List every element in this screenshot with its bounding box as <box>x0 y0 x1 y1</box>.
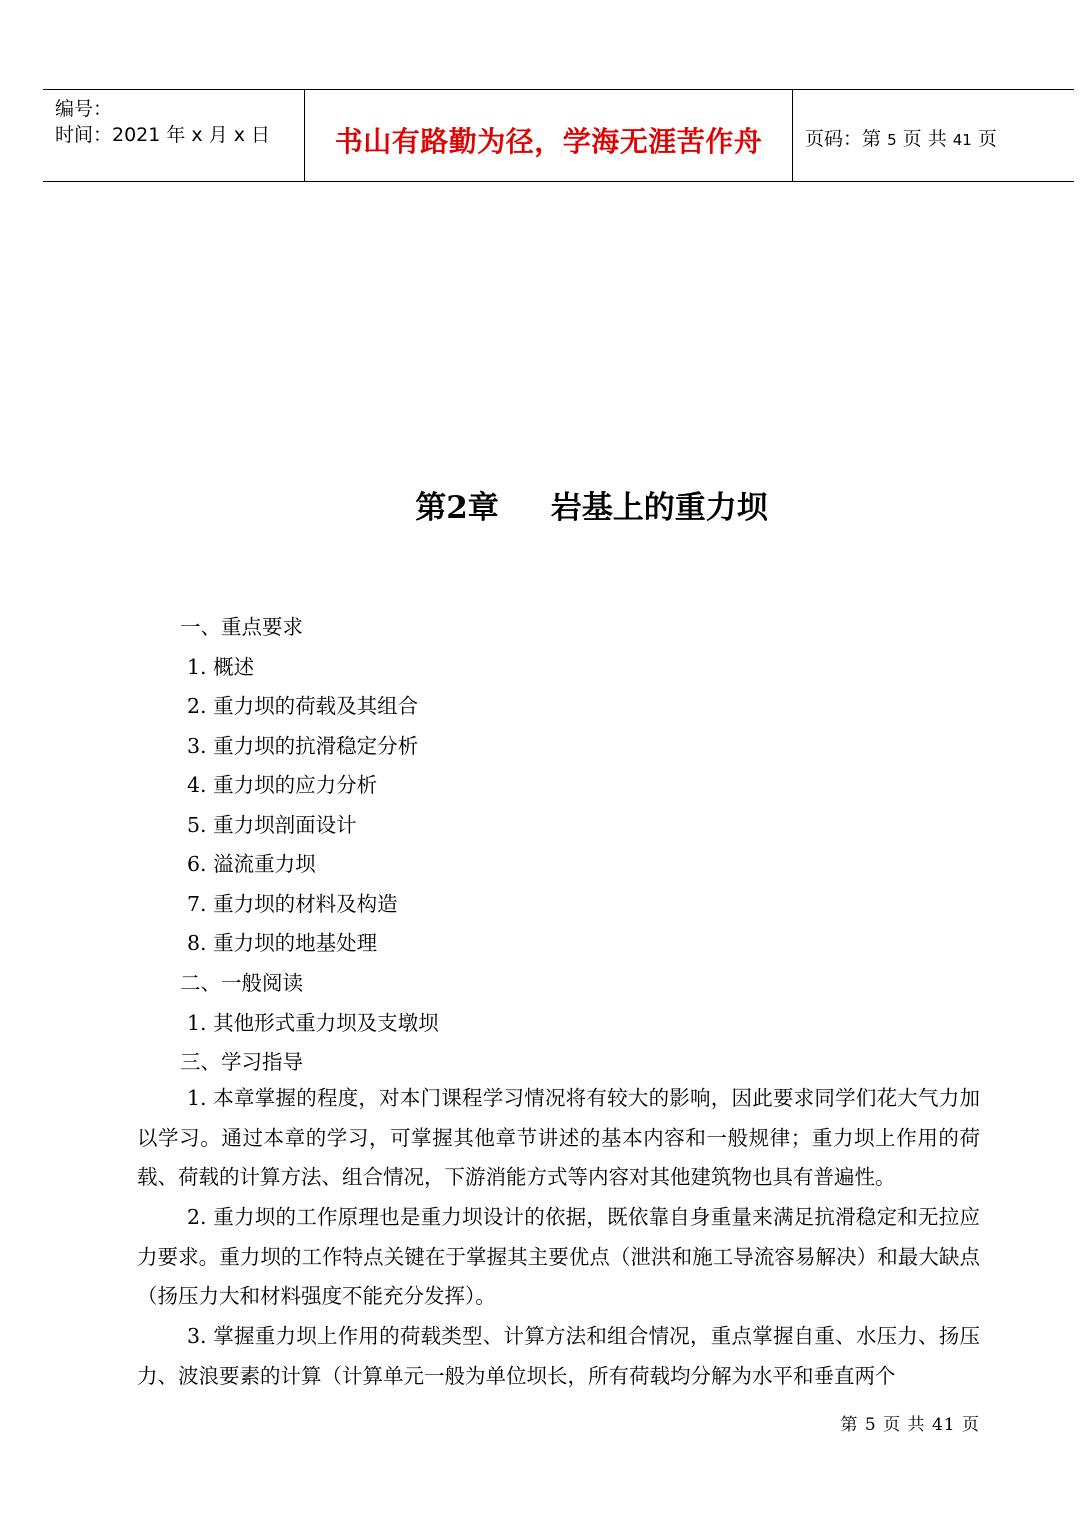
outline-item: 5. 重力坝剖面设计 <box>187 813 357 837</box>
page-footer: 第 5 页 共 41 页 <box>840 1415 980 1435</box>
paragraph-2: 2. 重力坝的工作原理也是重力坝设计的依据，既依靠自身重量来满足抗滑稳定和无拉应力要求。重力坝的工作特点关键在于掌握其主要优点（泄洪和施工导流容易解决）和最大缺点（扬压力大和材料强度不能充分发挥）。 <box>137 1205 980 1308</box>
header-middle-cell <box>305 90 793 182</box>
time-label: 时间：2021 年 x 月 x 日 <box>55 124 271 146</box>
page-mid: 页 共 <box>902 128 947 150</box>
outline-item: 二、一般阅读 <box>180 971 303 995</box>
outline-item: 1. 概述 <box>187 655 255 679</box>
outline-item: 7. 重力坝的材料及构造 <box>187 892 398 916</box>
outline-item: 4. 重力坝的应力分析 <box>187 773 378 797</box>
page-total: 41 <box>952 131 972 149</box>
chapter-title: 岩基上的重力坝 <box>550 490 768 526</box>
outline-item: 1. 其他形式重力坝及支墩坝 <box>187 1011 439 1035</box>
outline-item: 8. 重力坝的地基处理 <box>187 931 378 955</box>
outline-item: 一、重点要求 <box>180 615 303 639</box>
page-prefix: 页码：第 <box>805 128 882 150</box>
paragraph-1: 1. 本章掌握的程度，对本门课程学习情况将有较大的影响，因此要求同学们花大气力加以学习。通过本章的学习，可掌握其他章节讲述的基本内容和一般规律；重力坝上作用的荷载、荷载的计算方法、组合情况，下游消能方式等内容对其他建筑物也具有普遍性。 <box>137 1086 980 1189</box>
motto: 书山有路勤为径，学海无涯苦作舟 <box>334 125 763 158</box>
header-table <box>43 89 1074 182</box>
outline-item: 三、学习指导 <box>180 1050 303 1074</box>
page-indicator <box>805 124 997 151</box>
header-right-cell <box>793 90 1074 182</box>
outline-item: 6. 溢流重力坝 <box>187 852 316 876</box>
chapter-heading <box>0 482 1087 527</box>
header-left-cell <box>43 90 305 182</box>
outline-item: 2. 重力坝的荷载及其组合 <box>187 694 419 718</box>
outline-item: 3. 重力坝的抗滑稳定分析 <box>187 734 419 758</box>
paragraph-3: 3. 掌握重力坝上作用的荷载类型、计算方法和组合情况，重点掌握自重、水压力、扬压力、波浪要素的计算（计算单元一般为单位坝长，所有荷载均分解为水平和垂直两个 <box>137 1324 980 1388</box>
serial-label: 编号： <box>55 98 113 120</box>
page-number: 5 <box>887 131 897 149</box>
chapter-number: 第2章 <box>415 490 499 526</box>
page-suffix: 页 <box>977 128 997 150</box>
